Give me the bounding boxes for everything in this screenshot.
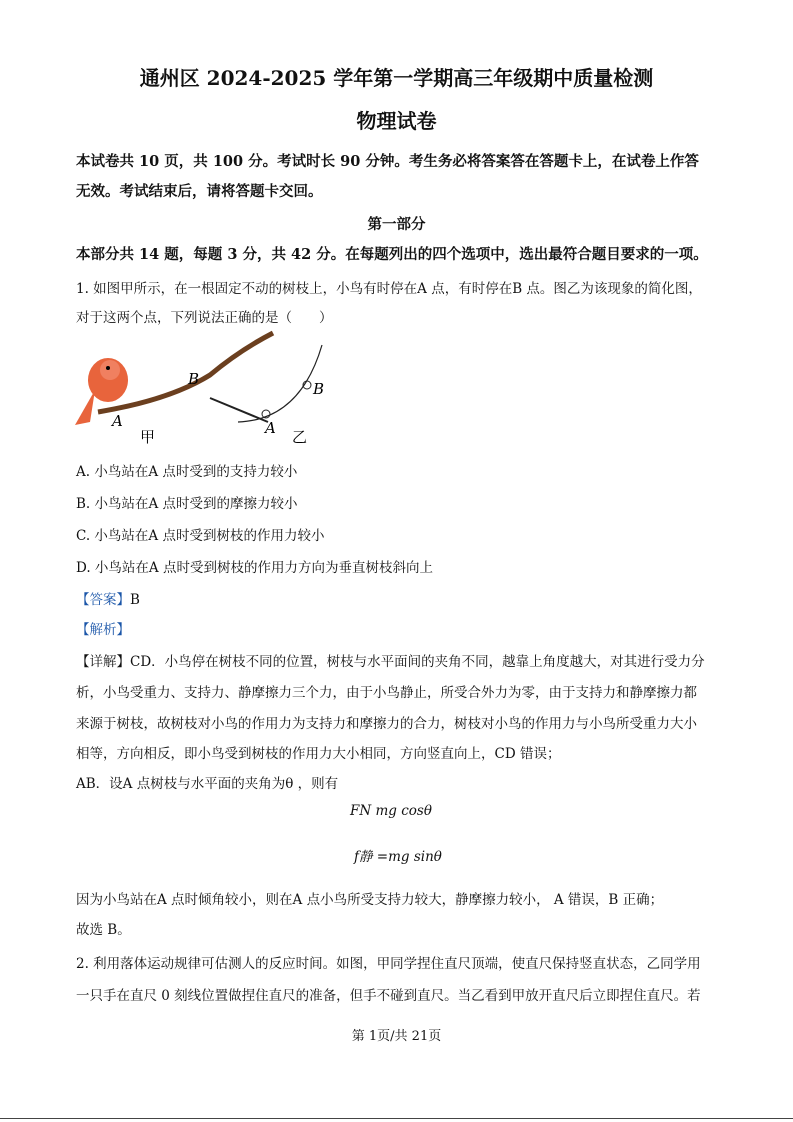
q1-stem: 1. 如图甲所示，在一根固定不动的树枝上，小鸟有时停在A 点，有时停在B 点。图乙为该现象的简化图， bbox=[76, 281, 702, 297]
detail-line: 来源于树枝，故树枝对小鸟的作用力为支持力和摩擦力的合力，树枝对小鸟的作用力与小鸟所受重力大小 bbox=[76, 716, 697, 732]
formula-normal-force: FN mg cosθ bbox=[350, 803, 432, 819]
detail-tag: 【详解】 bbox=[76, 654, 130, 670]
answer-line bbox=[76, 588, 140, 608]
option-d: D. 小鸟站在A 点时受到树枝的作用力方向为垂直树枝斜向上 bbox=[76, 560, 433, 576]
q1-figure bbox=[60, 330, 360, 450]
detail-line: 析，小鸟受重力、支持力、静摩擦力三个力，由于小鸟静止，所受合外力为零，由于支持力和静摩擦力都 bbox=[76, 685, 697, 701]
part-description: 本部分共 14 题，每题 3 分，共 42 分。在每题列出的四个选项中，选出最符合题目要求的一项。 bbox=[76, 246, 708, 263]
detail-line: 相等，方向相反，即小鸟受到树枝的作用力大小相同，方向竖直向上，CD 错误； bbox=[76, 746, 561, 762]
conclusion-line: 故选 B。 bbox=[76, 922, 131, 938]
conclusion-line: 因为小鸟站在A 点时倾角较小，则在A 点小鸟所受支持力较大，静摩擦力较小， A 错误，B 正确； bbox=[76, 892, 664, 908]
arc bbox=[238, 345, 325, 422]
label-a: A bbox=[112, 412, 123, 430]
exam-subtitle: 物理试卷 bbox=[356, 109, 437, 133]
page-bottom-border bbox=[0, 1118, 793, 1119]
label-b: B bbox=[188, 370, 200, 388]
label-b2: B bbox=[313, 380, 325, 398]
option-a: A. 小鸟站在A 点时受到的支持力较小 bbox=[76, 464, 298, 480]
part-heading: 第一部分 bbox=[367, 216, 426, 233]
q2-stem: 2. 利用落体运动规律可估测人的反应时间。如图，甲同学捏住直尺顶端，使直尺保持竖直状态，乙同学用 bbox=[76, 956, 701, 972]
answer-value: B bbox=[130, 592, 140, 608]
formula-friction: f静 =mg sinθ bbox=[354, 849, 442, 865]
analysis-tag: 【解析】 bbox=[76, 622, 130, 638]
option-b: B. 小鸟站在A 点时受到的摩擦力较小 bbox=[76, 496, 298, 512]
q1-stem: 对于这两个点，下列说法正确的是（ ） bbox=[76, 310, 333, 326]
q2-stem: 一只手在直尺 0 刻线位置做捏住直尺的准备，但手不碰到直尺。当乙看到甲放开直尺后立即捏住直尺。若 bbox=[76, 988, 701, 1004]
exam-title: 通州区 2024-2025 学年第一学期高三年级期中质量检测 bbox=[139, 66, 654, 90]
intro-line: 无效。考试结束后，请将答题卡交回。 bbox=[76, 183, 323, 200]
detail-line: AB．设A 点树枝与水平面的夹角为θ ，则有 bbox=[76, 776, 339, 792]
option-c: C. 小鸟站在A 点时受到树枝的作用力较小 bbox=[76, 528, 325, 544]
page-footer: 第 1页/共 21页 bbox=[351, 1029, 442, 1044]
answer-tag: 【答案】 bbox=[76, 592, 130, 608]
intro-line: 本试卷共 10 页，共 100 分。考试时长 90 分钟。考生务必将答案答在答题卡上，在试卷上作答 bbox=[76, 153, 699, 170]
label-yi: 乙 bbox=[292, 428, 308, 446]
label-jia: 甲 bbox=[140, 428, 156, 446]
label-a2: A bbox=[265, 419, 276, 437]
detail-line bbox=[76, 650, 705, 670]
detail-text: CD．小鸟停在树枝不同的位置，树枝与水平面间的夹角不同，越靠上角度越大，对其进行受力分 bbox=[130, 654, 705, 670]
